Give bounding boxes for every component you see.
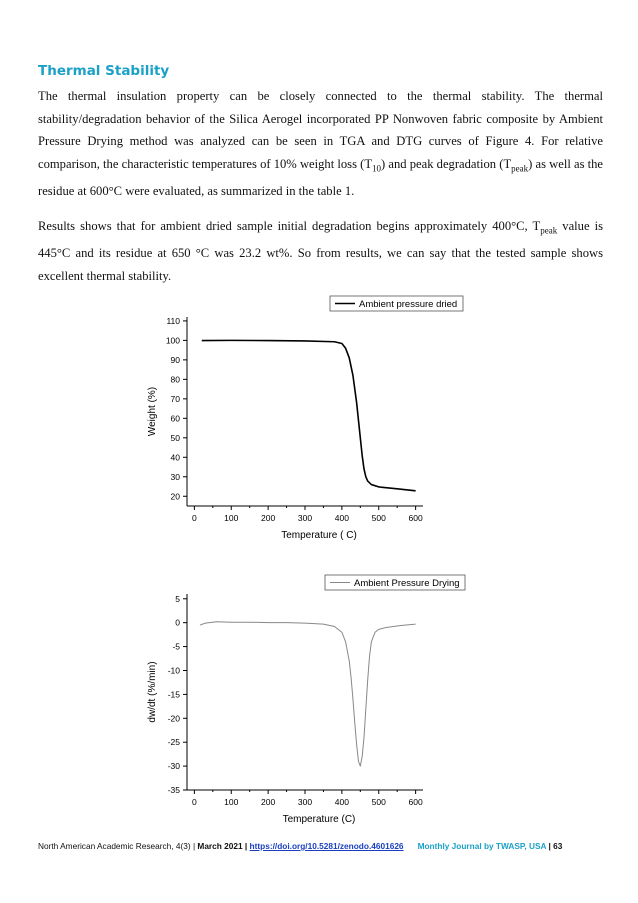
- x-tick-label: 600: [408, 513, 423, 523]
- section-title: Thermal Stability: [38, 63, 170, 79]
- page-footer: [38, 841, 603, 851]
- x-tick-label: 0: [192, 513, 197, 523]
- series-line: [202, 340, 416, 490]
- footer-page-number: | 63: [546, 841, 563, 851]
- y-tick-label: 5: [175, 593, 180, 604]
- x-tick-label: 400: [334, 797, 349, 807]
- footer-doi-link[interactable]: https://doi.org/10.5281/zenodo.4601626: [249, 841, 404, 851]
- x-tick-label: 300: [297, 797, 313, 807]
- x-tick-label: 200: [261, 513, 276, 523]
- paragraph-text: The thermal insulation property can be closely connected to the thermal stability. The thermal stability/degradation behavior of the Silica Aerogel incorporated PP Nonwoven fabric composite by Ambient Pressure Drying method was analyzed can be seen in TGA and DTG curves of Figure 4. For relative comparison, the characteristic temperatures of 10% weight loss (T: [38, 89, 603, 171]
- paragraph-text: value is 445°C and its residue at 650 °C was 23.2 wt%. So from results, we can say that the tested sample shows excellent thermal stability.: [38, 219, 603, 283]
- y-tick-label: 0: [175, 617, 180, 628]
- y-axis-label: Weight (%): [147, 386, 158, 437]
- y-tick-label: 110: [166, 315, 180, 326]
- x-axis-label: Temperature ( C): [281, 530, 357, 541]
- x-tick-label: 300: [297, 513, 313, 523]
- legend-label: Ambient pressure dried: [359, 299, 458, 310]
- y-tick-label: -35: [167, 785, 180, 795]
- y-tick-label: -5: [172, 641, 180, 652]
- y-tick-label: -15: [167, 689, 180, 700]
- y-tick-label: -20: [167, 713, 180, 724]
- paragraph-text: Results shows that for ambient dried sample initial degradation begins approximately 400°C, T: [38, 219, 541, 233]
- y-tick-label: 80: [170, 374, 180, 385]
- subscript-peak: peak: [511, 163, 529, 174]
- legend-label: Ambient Pressure Drying: [354, 578, 460, 589]
- paragraph-text: ) and peak degradation (T: [381, 156, 512, 171]
- x-axis-label: Temperature (C): [282, 814, 356, 825]
- y-tick-label: 90: [170, 354, 180, 365]
- y-tick-label: -25: [167, 737, 180, 748]
- y-axis-label: dw/dt (%/min): [147, 661, 158, 723]
- y-tick-label: 40: [170, 452, 180, 463]
- subscript-peak: peak: [540, 225, 558, 236]
- series-line: [200, 622, 416, 766]
- paragraph-text: ) as well as the residue at 600°C were evaluated, as summarized in the table 1.: [38, 156, 604, 198]
- x-tick-label: 600: [408, 797, 423, 807]
- y-tick-label: 70: [170, 393, 180, 404]
- y-tick-label: -30: [167, 761, 180, 772]
- x-tick-label: 200: [261, 797, 276, 807]
- y-tick-label: -10: [167, 665, 180, 676]
- x-tick-label: 100: [224, 797, 239, 807]
- footer-date: March 2021: [197, 841, 243, 851]
- y-tick-label: 30: [170, 471, 180, 482]
- footer-journal: North American Academic Research, 4(3) |: [38, 841, 198, 851]
- x-tick-label: 500: [371, 797, 386, 807]
- x-tick-label: 400: [334, 513, 349, 523]
- y-tick-label: 100: [165, 335, 180, 346]
- y-tick-label: 20: [170, 491, 180, 502]
- x-tick-label: 500: [371, 513, 386, 523]
- footer-separator: |: [242, 841, 250, 851]
- y-tick-label: 60: [170, 413, 180, 424]
- y-tick-label: 50: [170, 432, 180, 443]
- subscript-10: 10: [372, 163, 382, 174]
- x-tick-label: 0: [192, 797, 197, 807]
- footer-monthly: Monthly Journal by TWASP, USA: [417, 841, 547, 851]
- x-tick-label: 100: [224, 513, 239, 523]
